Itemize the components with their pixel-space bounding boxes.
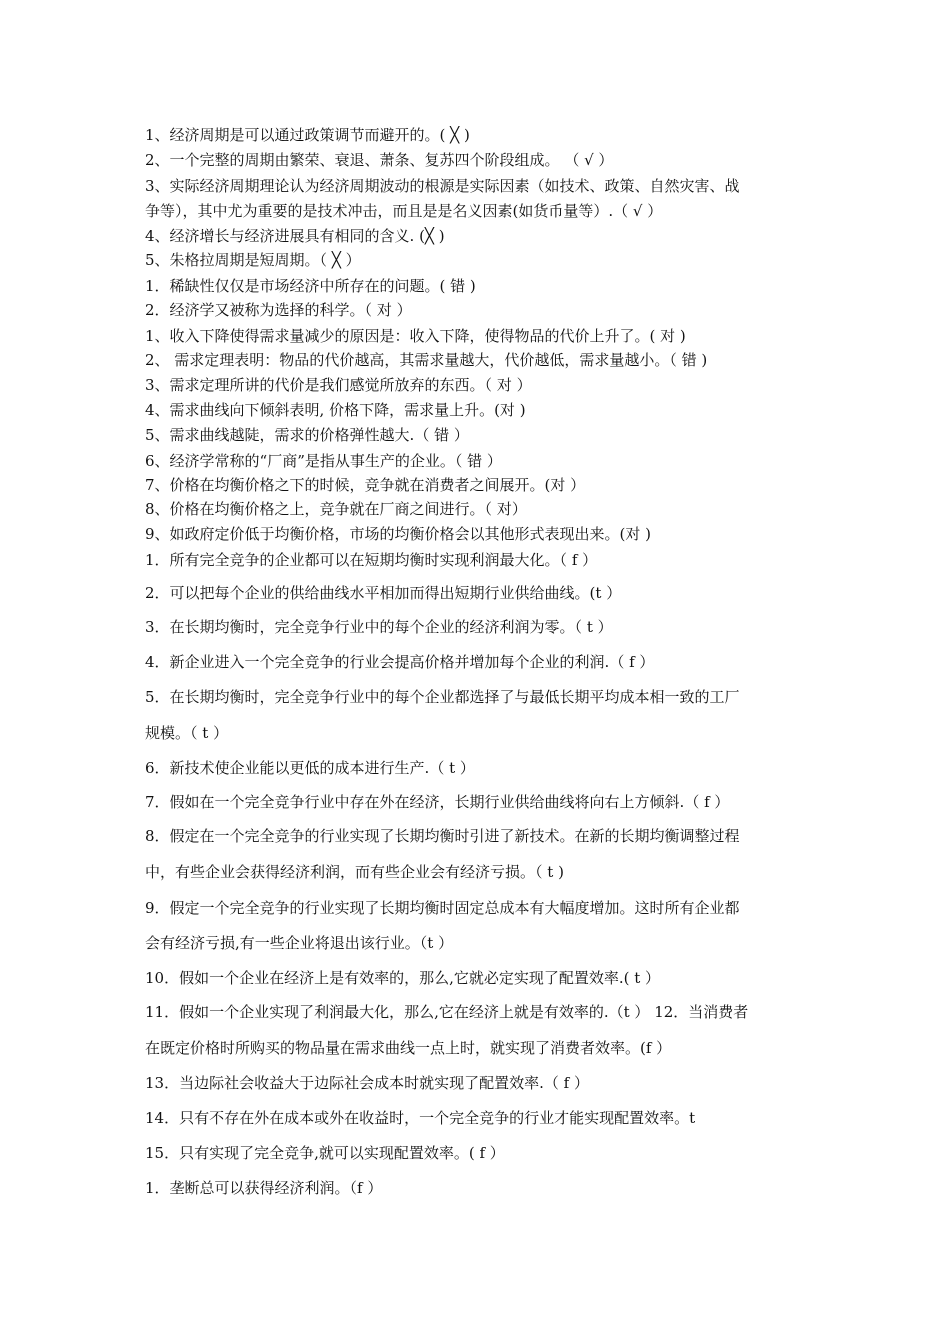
text-line: 2、 需求定理表明：物品的代价越高，其需求量越大，代价越低，需求量越小。（ 错 ) [145, 351, 708, 369]
text-line: 9．假定一个完全竞争的行业实现了长期均衡时固定总成本有大幅度增加。这时所有企业都 [145, 899, 740, 917]
text-line: 中，有些企业会获得经济利润，而有些企业会有经济亏损。（ t ) [145, 863, 564, 881]
text-line: 14．只有不存在外在成本或外在收益时，一个完全竞争的行业才能实现配置效率。t [145, 1109, 696, 1127]
text-line: 4、经济增长与经济进展具有相同的含义. (╳ ) [145, 227, 445, 245]
text-line: 4、需求曲线向下倾斜表明, 价格下降，需求量上升。(对 ) [145, 401, 526, 419]
text-line: 1、经济周期是可以通过政策调节而避开的。( ╳ ) [145, 126, 470, 144]
text-line: 1．所有完全竞争的企业都可以在短期均衡时实现利润最大化。（ f ） [145, 551, 598, 569]
text-line: 会有经济亏损,有一些企业将退出该行业。（t ） [145, 934, 454, 952]
text-line: 11．假如一个企业实现了利润最大化，那么,它在经济上就是有效率的.（t ） 12．当消费者 [145, 1003, 749, 1021]
text-line: 2．可以把每个企业的供给曲线水平相加而得出短期行业供给曲线。(t ） [145, 584, 622, 602]
text-line: 5、朱格拉周期是短周期。（ ╳ ） [145, 251, 361, 269]
text-line: 7．假如在一个完全竞争行业中存在外在经济，长期行业供给曲线将向右上方倾斜.（ f ） [145, 793, 730, 811]
text-line: 5．在长期均衡时，完全竞争行业中的每个企业都选择了与最低长期平均成本相一致的工厂 [145, 688, 740, 706]
text-line: 7、价格在均衡价格之下的时候，竞争就在消费者之间展开。(对 ） [145, 476, 586, 494]
text-line: 2、一个完整的周期由繁荣、衰退、萧条、复苏四个阶段组成。 （ √ ） [145, 151, 614, 169]
text-line: 在既定价格时所购买的物品量在需求曲线一点上时，就实现了消费者效率。(f ） [145, 1039, 672, 1057]
text-line: 4．新企业进入一个完全竞争的行业会提高价格并增加每个企业的利润.（ f ） [145, 653, 655, 671]
text-line: 9、如政府定价低于均衡价格，市场的均衡价格会以其他形式表现出来。(对 ) [145, 525, 652, 543]
text-line: 15．只有实现了完全竞争,就可以实现配置效率。( f ） [145, 1144, 505, 1162]
text-line: 3．在长期均衡时，完全竞争行业中的每个企业的经济利润为零。（ t ） [145, 618, 613, 636]
text-line: 2．经济学又被称为选择的科学。（ 对 ） [145, 301, 412, 319]
text-line: 规模。（ t ） [145, 724, 229, 742]
text-line: 争等），其中尤为重要的是技术冲击，而且是是名义因素(如货币量等）.（ √ ） [145, 202, 663, 220]
text-line: 10．假如一个企业在经济上是有效率的，那么,它就必定实现了配置效率.( t ） [145, 969, 661, 987]
text-line: 1、收入下降使得需求量减少的原因是：收入下降，使得物品的代价上升了。( 对 ) [145, 327, 686, 345]
text-line: 3、实际经济周期理论认为经济周期波动的根源是实际因素（如技术、政策、自然灾害、战 [145, 177, 740, 195]
text-line: 5、需求曲线越陡，需求的价格弹性越大.（ 错 ） [145, 426, 469, 444]
text-line: 8．假定在一个完全竞争的行业实现了长期均衡时引进了新技术。在新的长期均衡调整过程 [145, 827, 740, 845]
text-line: 1．稀缺性仅仅是市场经济中所存在的问题。( 错 ) [145, 277, 476, 295]
text-line: 1．垄断总可以获得经济利润。（f ） [145, 1179, 383, 1197]
text-line: 3、需求定理所讲的代价是我们感觉所放弃的东西。（ 对 ） [145, 376, 532, 394]
text-line: 8、价格在均衡价格之上，竞争就在厂商之间进行。（ 对） [145, 500, 527, 518]
text-line: 6．新技术使企业能以更低的成本进行生产.（ t ） [145, 759, 475, 777]
text-line: 13．当边际社会收益大于边际社会成本时就实现了配置效率.（ f ） [145, 1074, 589, 1092]
text-line: 6、经济学常称的“厂商”是指从事生产的企业。（ 错 ） [145, 452, 502, 470]
